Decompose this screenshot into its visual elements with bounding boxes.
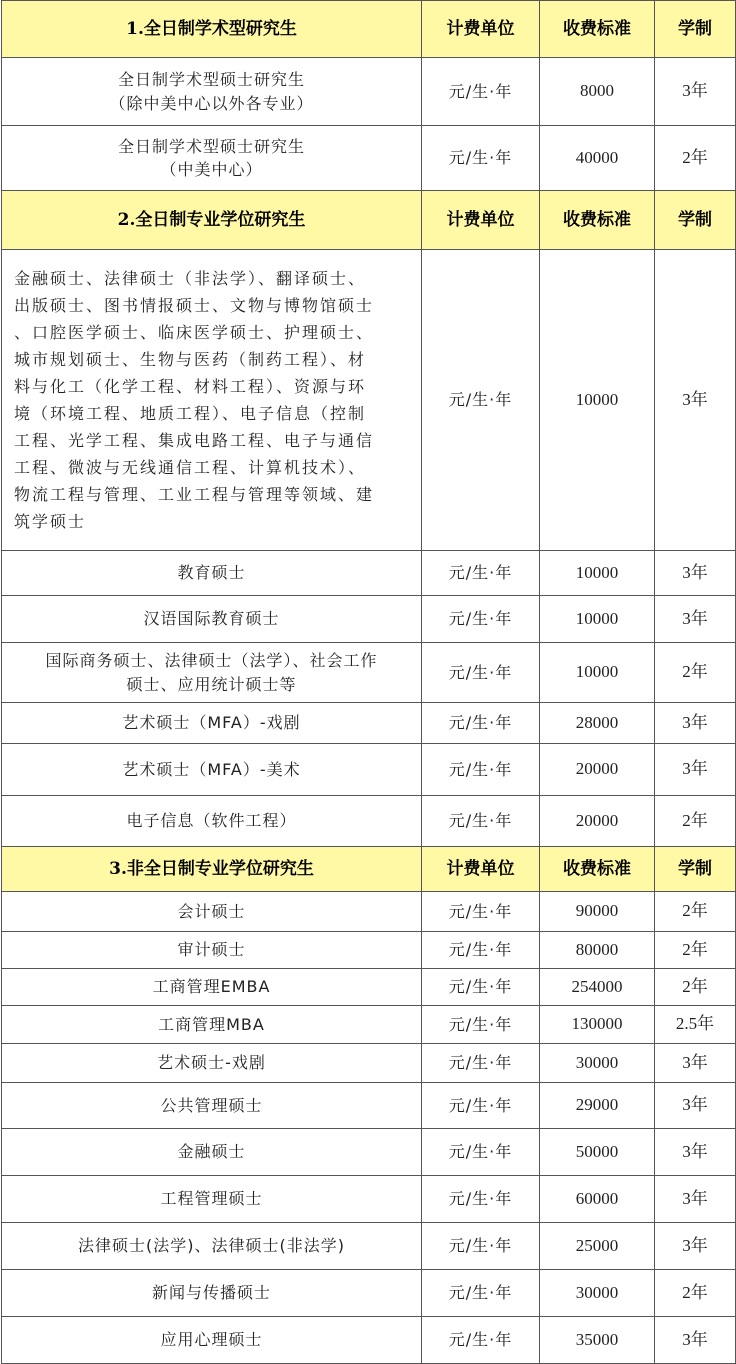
unit-cell: 元/生·年 [422, 1129, 540, 1176]
program-name-cell [2, 744, 422, 796]
program-name-line: 物流工程与管理、工业工程与管理等领域、建 [14, 485, 375, 504]
duration-cell: 3年 [655, 744, 736, 796]
duration-cell: 3年 [655, 1317, 736, 1364]
fee-cell: 20000 [540, 796, 655, 847]
program-name-line: 料与化工（化学工程、材料工程）、资源与环 [14, 377, 367, 396]
fee-cell: 60000 [540, 1176, 655, 1223]
unit-cell: 元/生·年 [422, 126, 540, 191]
program-name-line: 法律硕士(法学)、法律硕士(非法学) [78, 1236, 345, 1256]
header-unit: 计费单位 [422, 847, 540, 892]
duration-cell: 3年 [655, 250, 736, 551]
tuition-fee-table [1, 0, 736, 1364]
program-name-line: 公共管理硕士 [160, 1095, 263, 1115]
program-name-line: 境（环境工程、地质工程）、电子信息（控制 [14, 404, 367, 423]
program-name-line: 工商管理MBA [158, 1014, 265, 1034]
program-name-line: 工商管理EMBA [152, 977, 271, 997]
fee-cell: 30000 [540, 1270, 655, 1317]
program-name-cell [2, 1270, 422, 1317]
program-name-cell [2, 250, 422, 551]
fee-cell: 80000 [540, 932, 655, 969]
table-row [2, 643, 736, 703]
program-name-line: 工程管理硕士 [160, 1189, 263, 1209]
unit-cell: 元/生·年 [422, 1006, 540, 1044]
fee-cell: 28000 [540, 703, 655, 744]
program-name-line: 汉语国际教育硕士 [143, 609, 280, 629]
program-name-cell [2, 1176, 422, 1223]
unit-cell: 元/生·年 [422, 1223, 540, 1270]
section-title: 2.全日制专业学位研究生 [2, 191, 422, 250]
program-name-cell [2, 892, 422, 932]
unit-cell: 元/生·年 [422, 703, 540, 744]
section-title: 1.全日制学术型研究生 [2, 1, 422, 58]
program-name-cell [2, 969, 422, 1006]
program-name-cell [2, 796, 422, 847]
program-name-cell [2, 1044, 422, 1083]
program-name-line: 新闻与传播硕士 [151, 1283, 271, 1303]
program-name-cell [2, 932, 422, 969]
header-duration: 学制 [655, 191, 736, 250]
duration-cell: 3年 [655, 1129, 736, 1176]
duration-cell: 2年 [655, 892, 736, 932]
table-row [2, 1270, 736, 1317]
header-unit: 计费单位 [422, 191, 540, 250]
table-row [2, 1176, 736, 1223]
program-name-cell [2, 1317, 422, 1364]
unit-cell: 元/生·年 [422, 932, 540, 969]
duration-cell: 3年 [655, 1176, 736, 1223]
fee-cell: 8000 [540, 58, 655, 126]
header-duration: 学制 [655, 1, 736, 58]
program-name-line: 城市规划硕士、生物与医药（制药工程）、材 [14, 350, 367, 369]
program-name-line: （中美中心） [160, 160, 263, 179]
unit-cell: 元/生·年 [422, 892, 540, 932]
program-name-line: （除中美中心以外各专业） [109, 93, 314, 113]
fee-cell: 10000 [540, 596, 655, 643]
program-name-cell [2, 551, 422, 596]
program-name-cell [2, 126, 422, 191]
duration-cell: 2.5年 [655, 1006, 736, 1044]
unit-cell: 元/生·年 [422, 744, 540, 796]
duration-cell: 2年 [655, 126, 736, 191]
table-row [2, 596, 736, 643]
program-name-line: 电子信息（软件工程） [126, 811, 297, 831]
program-name-line: 筑学硕士 [14, 512, 87, 531]
unit-cell: 元/生·年 [422, 250, 540, 551]
program-name-line: 工程、光学工程、集成电路工程、电子与通信 [14, 431, 375, 450]
program-name-line: 艺术硕士-戏剧 [157, 1053, 266, 1073]
duration-cell: 2年 [655, 643, 736, 703]
unit-cell: 元/生·年 [422, 796, 540, 847]
table-row [2, 1223, 736, 1270]
unit-cell: 元/生·年 [422, 1317, 540, 1364]
unit-cell: 元/生·年 [422, 969, 540, 1006]
header-unit: 计费单位 [422, 1, 540, 58]
unit-cell: 元/生·年 [422, 1176, 540, 1223]
header-duration: 学制 [655, 847, 736, 892]
fee-cell: 10000 [540, 250, 655, 551]
duration-cell: 3年 [655, 1223, 736, 1270]
program-name-cell [2, 1083, 422, 1129]
program-name-line: 教育硕士 [177, 563, 246, 583]
duration-cell: 3年 [655, 58, 736, 126]
duration-cell: 2年 [655, 796, 736, 847]
duration-cell: 3年 [655, 1044, 736, 1083]
program-name-line: 应用心理硕士 [160, 1330, 263, 1350]
program-name-line: 、口腔医学硕士、临床医学硕士、护理硕士、 [14, 323, 375, 342]
header-fee: 收费标准 [540, 847, 655, 892]
fee-cell: 40000 [540, 126, 655, 191]
fee-cell: 10000 [540, 551, 655, 596]
duration-cell: 3年 [655, 596, 736, 643]
fee-cell: 50000 [540, 1129, 655, 1176]
fee-cell: 90000 [540, 892, 655, 932]
program-name-cell [2, 1223, 422, 1270]
unit-cell: 元/生·年 [422, 596, 540, 643]
fee-cell: 30000 [540, 1044, 655, 1083]
program-name-line: 审计硕士 [177, 940, 246, 960]
fee-cell: 35000 [540, 1317, 655, 1364]
table-row [2, 969, 736, 1006]
unit-cell: 元/生·年 [422, 1083, 540, 1129]
program-name-cell [2, 1129, 422, 1176]
program-name-line: 会计硕士 [177, 901, 246, 921]
program-name-line: 艺术硕士（MFA）-戏剧 [122, 713, 301, 733]
table-row [2, 126, 736, 191]
duration-cell: 3年 [655, 703, 736, 744]
program-name-cell [2, 58, 422, 126]
table-row [2, 932, 736, 969]
duration-cell: 2年 [655, 932, 736, 969]
program-name-cell [2, 703, 422, 744]
program-name-line: 工程、微波与无线通信工程、计算机技术）、 [14, 458, 367, 477]
table-row [2, 703, 736, 744]
section-header-row [2, 847, 736, 892]
fee-cell: 20000 [540, 744, 655, 796]
table-row [2, 892, 736, 932]
program-name-cell [2, 1006, 422, 1044]
program-name-line: 金融硕士、法律硕士（非法学）、翻译硕士、 [14, 269, 367, 288]
table-row [2, 744, 736, 796]
section-header-row [2, 191, 736, 250]
unit-cell: 元/生·年 [422, 1270, 540, 1317]
program-name-line: 全日制学术型硕士研究生 [117, 70, 305, 90]
program-name-line: 硕士、应用统计硕士等 [126, 674, 297, 694]
section-title: 3.非全日制专业学位研究生 [2, 847, 422, 892]
table-row [2, 1044, 736, 1083]
duration-cell: 2年 [655, 1270, 736, 1317]
program-name-cell [2, 596, 422, 643]
program-name-cell [2, 643, 422, 703]
header-fee: 收费标准 [540, 191, 655, 250]
table-row [2, 796, 736, 847]
duration-cell: 3年 [655, 1083, 736, 1129]
table-row [2, 58, 736, 126]
program-name-line: 国际商务硕士、法律硕士（法学）、社会工作 [45, 651, 378, 671]
header-fee: 收费标准 [540, 1, 655, 58]
unit-cell: 元/生·年 [422, 58, 540, 126]
duration-cell: 2年 [655, 969, 736, 1006]
unit-cell: 元/生·年 [422, 551, 540, 596]
unit-cell: 元/生·年 [422, 1044, 540, 1083]
fee-cell: 10000 [540, 643, 655, 703]
table-row [2, 250, 736, 551]
fee-cell: 254000 [540, 969, 655, 1006]
table-row [2, 1006, 736, 1044]
program-name-line: 出版硕士、图书情报硕士、文物与博物馆硕士 [14, 296, 375, 315]
program-name-line: 全日制学术型硕士研究生 [117, 136, 305, 156]
table-row [2, 551, 736, 596]
program-name-line: 艺术硕士（MFA）-美术 [122, 759, 301, 779]
table-body [2, 1, 736, 1364]
table-row [2, 1129, 736, 1176]
table-row [2, 1317, 736, 1364]
section-header-row [2, 1, 736, 58]
unit-cell: 元/生·年 [422, 643, 540, 703]
table-row [2, 1083, 736, 1129]
fee-cell: 29000 [540, 1083, 655, 1129]
fee-cell: 25000 [540, 1223, 655, 1270]
program-name-line: 金融硕士 [177, 1142, 246, 1162]
duration-cell: 3年 [655, 551, 736, 596]
fee-cell: 130000 [540, 1006, 655, 1044]
